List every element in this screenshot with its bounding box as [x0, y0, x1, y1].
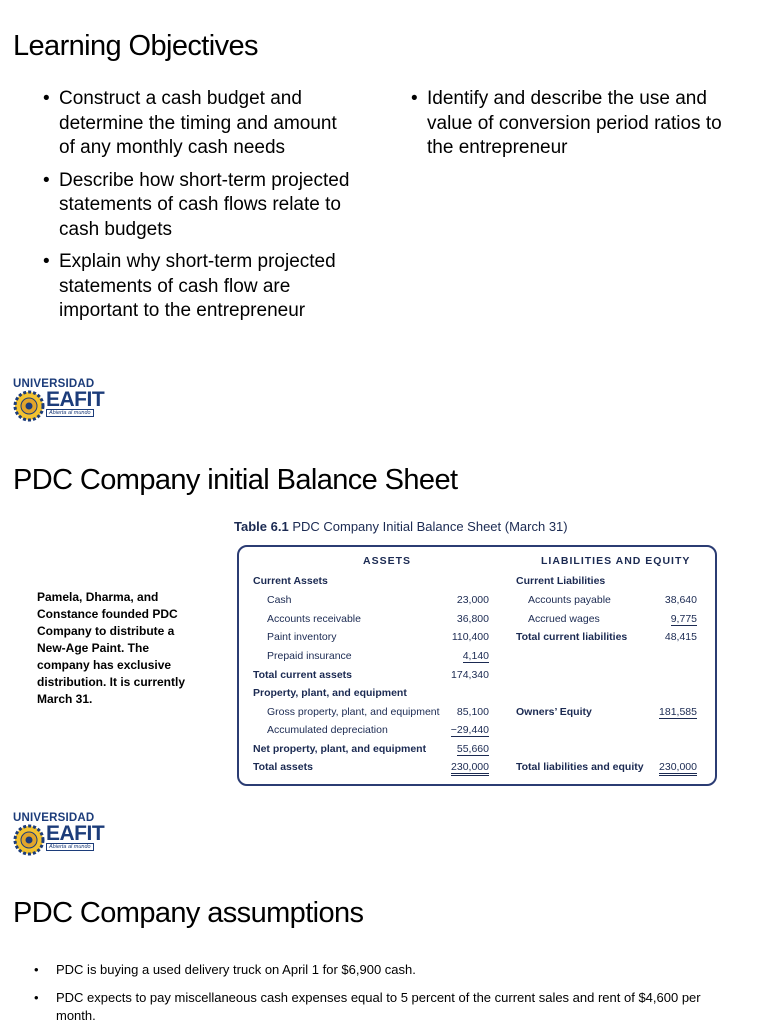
row-label: Cash: [267, 594, 292, 606]
owners-equity-value: 181,585: [659, 706, 697, 718]
total-assets-value: 230,000: [451, 761, 489, 776]
total-current-liabilities-label: Total current liabilities: [516, 631, 628, 643]
total-assets-label: Total assets: [253, 761, 313, 773]
total-current-liabilities-value: 48,415: [664, 631, 697, 643]
row-label: Accrued wages: [528, 613, 600, 625]
current-assets-label: Current Assets: [253, 575, 328, 587]
list-item: • PDC is buying a used delivery truck on April 1 for $6,900 cash.: [34, 962, 416, 977]
list-item: • Construct a cash budget and determine the timing and amount of any monthly cash needs: [43, 88, 337, 158]
eafit-logo: UNIVERSIDAD EAFIT Abierta al mundo: [13, 378, 109, 424]
current-liabilities-label: Current Liabilities: [516, 575, 606, 587]
table-caption: Table 6.1 PDC Company Initial Balance Sheet (March 31): [234, 519, 568, 534]
row-value: 85,100: [456, 706, 489, 718]
total-liabilities-equity-label: Total liabilities and equity: [516, 761, 644, 773]
objectives-list-left: [43, 87, 353, 332]
total-liabilities-equity-value: 230,000: [659, 761, 697, 776]
eafit-seal-icon: [13, 390, 45, 422]
objectives-list-right: [411, 87, 731, 169]
net-ppe-value: 55,660: [456, 743, 489, 755]
assets-header: ASSETS: [363, 555, 412, 567]
ppe-label: Property, plant, and equipment: [253, 687, 407, 699]
total-current-assets-label: Total current assets: [253, 669, 353, 681]
company-description: Pamela, Dharma, and Constance founded PDC Company to distribute a New-Age Paint. The company has exclusive distribution. It is currently March 31.: [37, 590, 186, 706]
row-label: Prepaid insurance: [267, 650, 352, 662]
row-label: Paint inventory: [267, 631, 337, 643]
liabilities-header: LIABILITIES AND EQUITY: [541, 555, 691, 567]
page-title-learning-objectives: Learning Objectives: [13, 30, 258, 62]
eafit-seal-icon: [13, 824, 45, 856]
list-item: • PDC expects to pay miscellaneous cash expenses equal to 5 percent of the current sales and rent of $4,600 per month.: [34, 990, 701, 1023]
row-value: 23,000: [456, 594, 489, 606]
row-label: Gross property, plant, and equipment: [267, 706, 440, 718]
list-item: • Describe how short-term projected statements of cash flows relate to cash budgets: [43, 169, 350, 240]
row-label: Accounts receivable: [267, 613, 361, 625]
row-label: Accounts payable: [528, 594, 611, 606]
owners-equity-label: Owners’ Equity: [516, 706, 592, 718]
row-value: 110,400: [451, 631, 489, 643]
row-value: 4,140: [462, 650, 489, 662]
row-value: −29,440: [450, 724, 489, 736]
row-value: 36,800: [456, 613, 489, 625]
balance-sheet-table: [237, 545, 717, 786]
page-title-assumptions: PDC Company assumptions: [13, 897, 364, 929]
row-value: 9,775: [670, 613, 697, 625]
total-current-assets-value: 174,340: [451, 669, 489, 681]
eafit-logo: UNIVERSIDAD EAFIT Abierta al mundo: [13, 812, 109, 858]
list-item: • Identify and describe the use and value of conversion period ratios to the entrepreneur: [411, 88, 722, 158]
row-value: 38,640: [664, 594, 697, 606]
row-label: Accumulated depreciation: [267, 724, 388, 736]
list-item: • Explain why short-term projected statements of cash flow are important to the entrepreneur: [43, 251, 336, 321]
net-ppe-label: Net property, plant, and equipment: [253, 743, 427, 755]
page-title-balance-sheet: PDC Company initial Balance Sheet: [13, 464, 458, 496]
